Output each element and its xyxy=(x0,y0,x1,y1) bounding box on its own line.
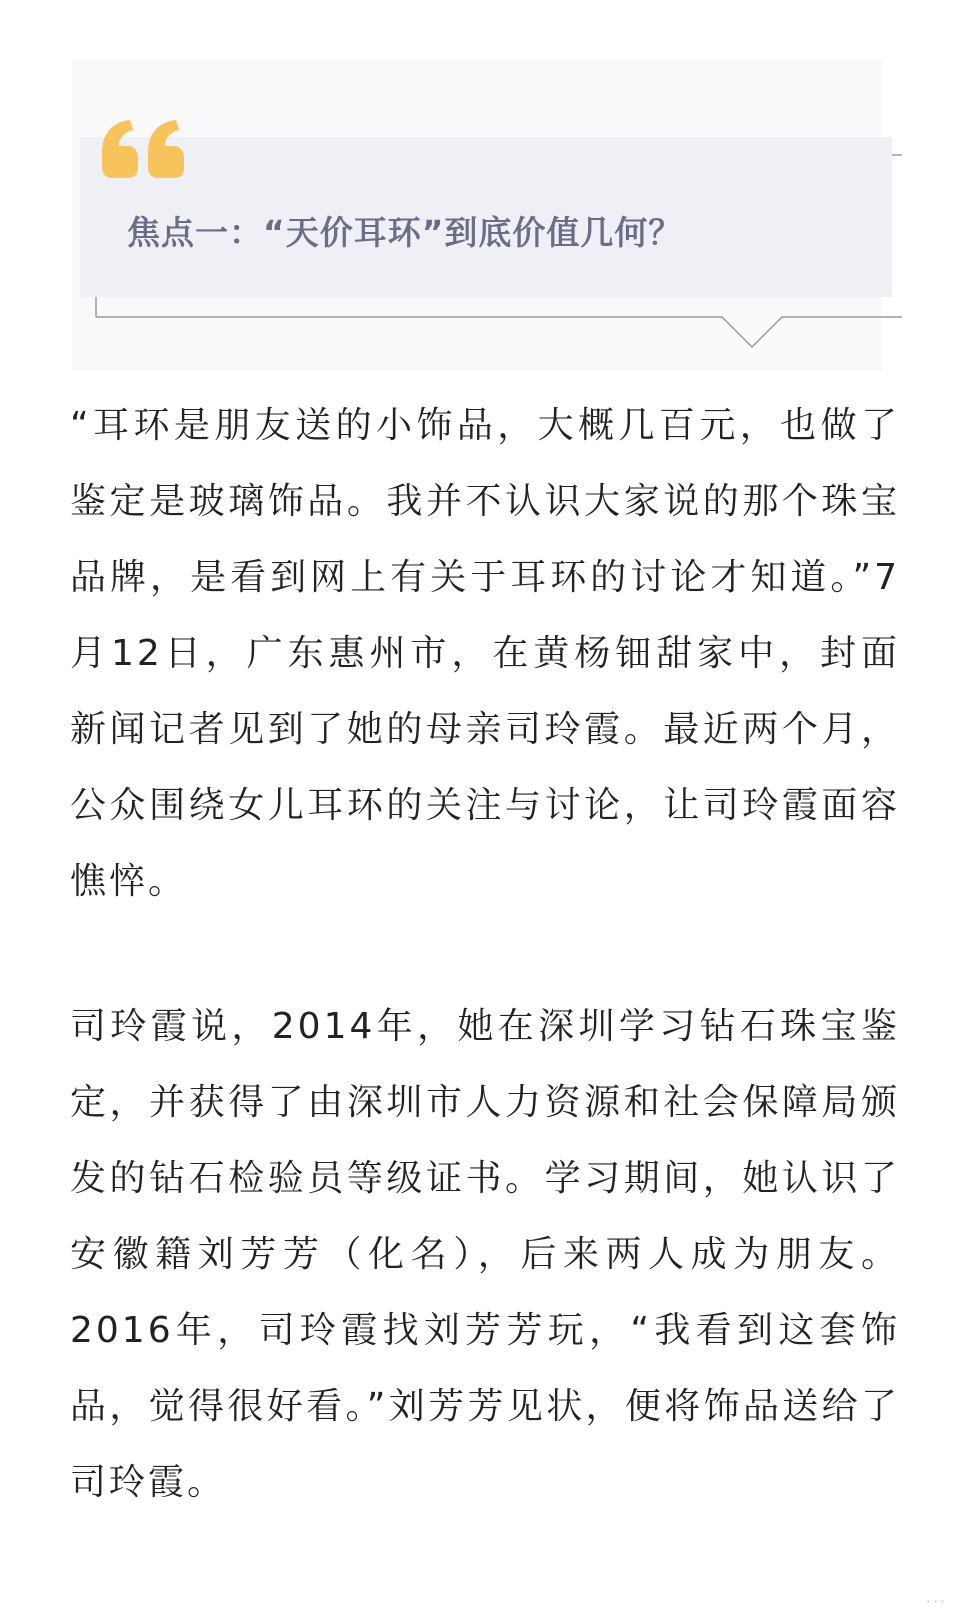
paragraph-text: 司玲霞说，2014年，她在深圳学习钻石珠宝鉴定，并获得了由深圳市人力资源和社会保障局颁发的钻石检验员等级证书。学习期间，她认识了安徽籍刘芳芳（化名），后来两人成为朋友。2016年，司玲霞找刘芳芳玩，“我看到这套饰品，觉得很好看。”刘芳芳见状，便将饰品送给了司玲霞。 xyxy=(70,1006,900,1503)
article-paragraph-1 xyxy=(70,388,900,920)
more-dots-icon: ··· xyxy=(925,1592,947,1611)
focus-title: 焦点一：“天价耳环”到底价值几何？ xyxy=(127,213,683,252)
article-paragraph-2 xyxy=(70,989,900,1521)
double-quote-icon xyxy=(100,112,190,182)
paragraph-text: “耳环是朋友送的小饰品，大概几百元，也做了鉴定是玻璃饰品。我并不认识大家说的那个珠宝品牌，是看到网上有关于耳环的讨论才知道。”7月12日，广东惠州市，在黄杨钿甜家中，封面新闻记者见到了她的母亲司玲霞。最近两个月，公众围绕女儿耳环的关注与讨论，让司玲霞面容憔悴。 xyxy=(70,405,900,902)
